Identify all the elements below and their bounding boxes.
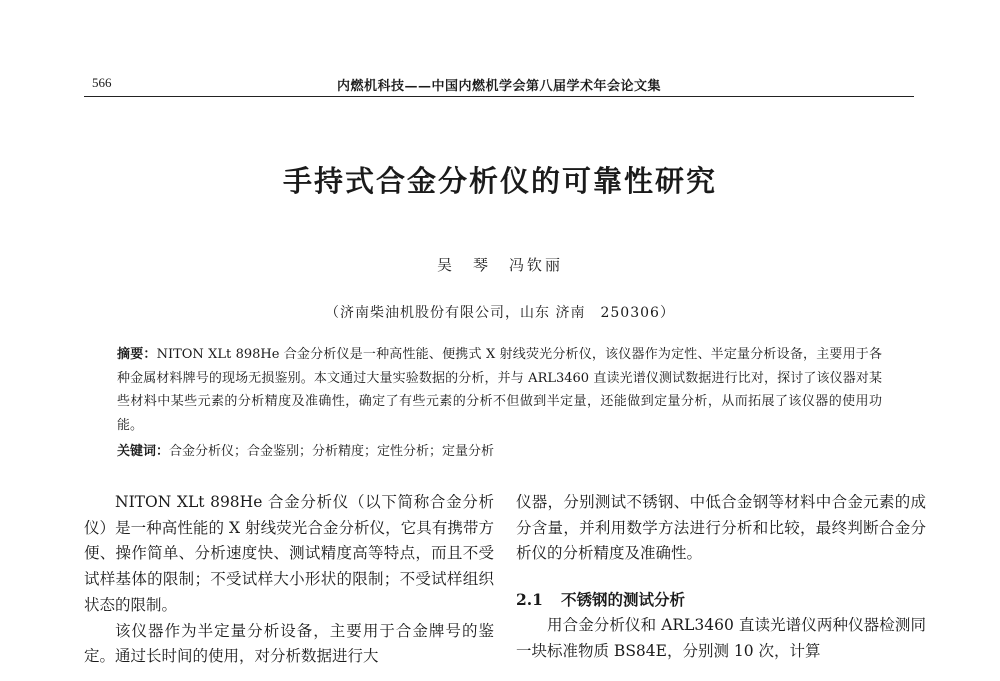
journal-title: 内燃机科技——中国内燃机学会第八届学术年会论文集 [336, 79, 661, 94]
abstract-label: 摘要： [117, 347, 157, 362]
paper-title: 手持式合金分析仪的可靠性研究 [282, 164, 717, 198]
body-left-column [84, 490, 494, 670]
section-heading [516, 587, 926, 613]
section-title: 不锈钢的测试分析 [560, 590, 685, 610]
abstract-text: NITON XLt 898He 合金分析仪是一种高性能、便携式 X 射线荧光分析仪，该仪器作为定性、半定量分析设备，主要用于各种金属材料牌号的现场无损鉴别。本文通过大量实验数据的分析，并与 ARL3460 直读光谱仪测试数据进行比对，探讨了该仪器对某些材料中某些元素的分析精度及准确性，确定了有些元素的分析不但做到半定量，还能做到定量分析，从而拓展了该仪器的使用功能。 [117, 347, 882, 433]
paper-authors: 吴 琴 冯钦丽 [436, 256, 563, 274]
body-paragraph: 用合金分析仪和 ARL3460 直读光谱仪两种仪器检测同一块标准物质 BS84E，分别测 10 次，计算 [516, 615, 926, 660]
abstract [117, 343, 882, 437]
running-header [84, 72, 914, 97]
body-paragraph: NITON XLt 898He 合金分析仪（以下简称合金分析仪）是一种高性能的 X 射线荧光合金分析仪，它具有携带方便、操作简单、分析速度快、测试精度高等特点，而且不受试样基体的限制；不受试样大小形状的限制；不受试样组织状态的限制。 [84, 493, 494, 614]
keywords-label: 关键词： [117, 444, 170, 459]
page-number: 566 [92, 75, 112, 90]
body-paragraph: 该仪器作为半定量分析设备，主要用于合金牌号的鉴定。通过长时间的使用，对分析数据进行大 [84, 621, 494, 666]
body-paragraph: 仪器，分别测试不锈钢、中低合金钢等材料中合金元素的成分含量，并利用数学方法进行分析和比较，最终判断合金分析仪的分析精度及准确性。 [516, 493, 926, 563]
keywords-text: 合金分析仪；合金鉴别；分析精度；定性分析；定量分析 [169, 444, 495, 459]
keywords [117, 440, 494, 459]
section-number: 2.1 [516, 590, 543, 610]
body-right-column [516, 490, 926, 664]
paper-affiliation: （济南柴油机股份有限公司，山东 济南 250306） [325, 305, 675, 321]
